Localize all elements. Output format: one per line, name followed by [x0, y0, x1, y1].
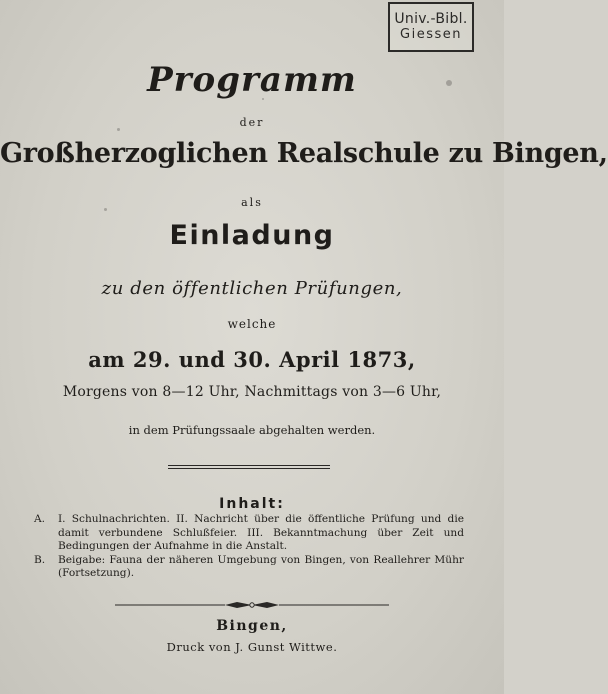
contents-item-label: B.	[34, 553, 46, 566]
exam-subtitle: zu den öffentlichen Prüfungen,	[101, 278, 403, 299]
contents-heading: Inhalt:	[219, 496, 285, 512]
stamp-line-2: Giessen	[400, 27, 462, 42]
paper-speck	[262, 98, 264, 100]
contents-item	[34, 554, 464, 581]
document-title: Programm	[147, 60, 357, 100]
paper-speck	[446, 80, 452, 86]
place-of-print: Bingen,	[216, 618, 288, 634]
divider-rule	[168, 465, 330, 469]
invitation-heading: Einladung	[169, 220, 335, 251]
school-name: Großherzoglichen Realschule zu Bingen,	[0, 138, 608, 169]
exam-location: in dem Prüfungssaale abgehalten werden.	[128, 423, 376, 437]
connector-als: als	[241, 196, 263, 209]
contents-item	[34, 513, 464, 554]
printer-line: Druck von J. Gunst Wittwe.	[166, 640, 338, 654]
connector-welche: welche	[227, 317, 277, 331]
paper-speck	[104, 208, 107, 211]
library-stamp	[388, 2, 474, 52]
connector-der: der	[239, 116, 265, 129]
contents-item-text: Beigabe: Fauna der näheren Umgebung von Bingen, von Reallehrer Mühr (Fortsetzung).	[58, 553, 464, 580]
exam-dates: am 29. und 30. April 1873,	[88, 347, 416, 372]
paper-speck	[117, 128, 120, 131]
ornamental-rule	[115, 600, 389, 610]
contents-item-label: A.	[34, 513, 46, 525]
contents-item-text: I. Schulnachrichten. II. Nachricht über die öffentliche Prüfung und die damit verbundene Schlußfeier. III. Bekanntmachung über Zeit und Bedingungen der Aufnahme in die Anstalt.	[58, 513, 464, 553]
contents-list	[34, 513, 464, 581]
stamp-line-1: Univ.-Bibl.	[394, 11, 468, 27]
exam-times: Morgens von 8—12 Uhr, Nachmittags von 3—6 Uhr,	[62, 384, 442, 400]
